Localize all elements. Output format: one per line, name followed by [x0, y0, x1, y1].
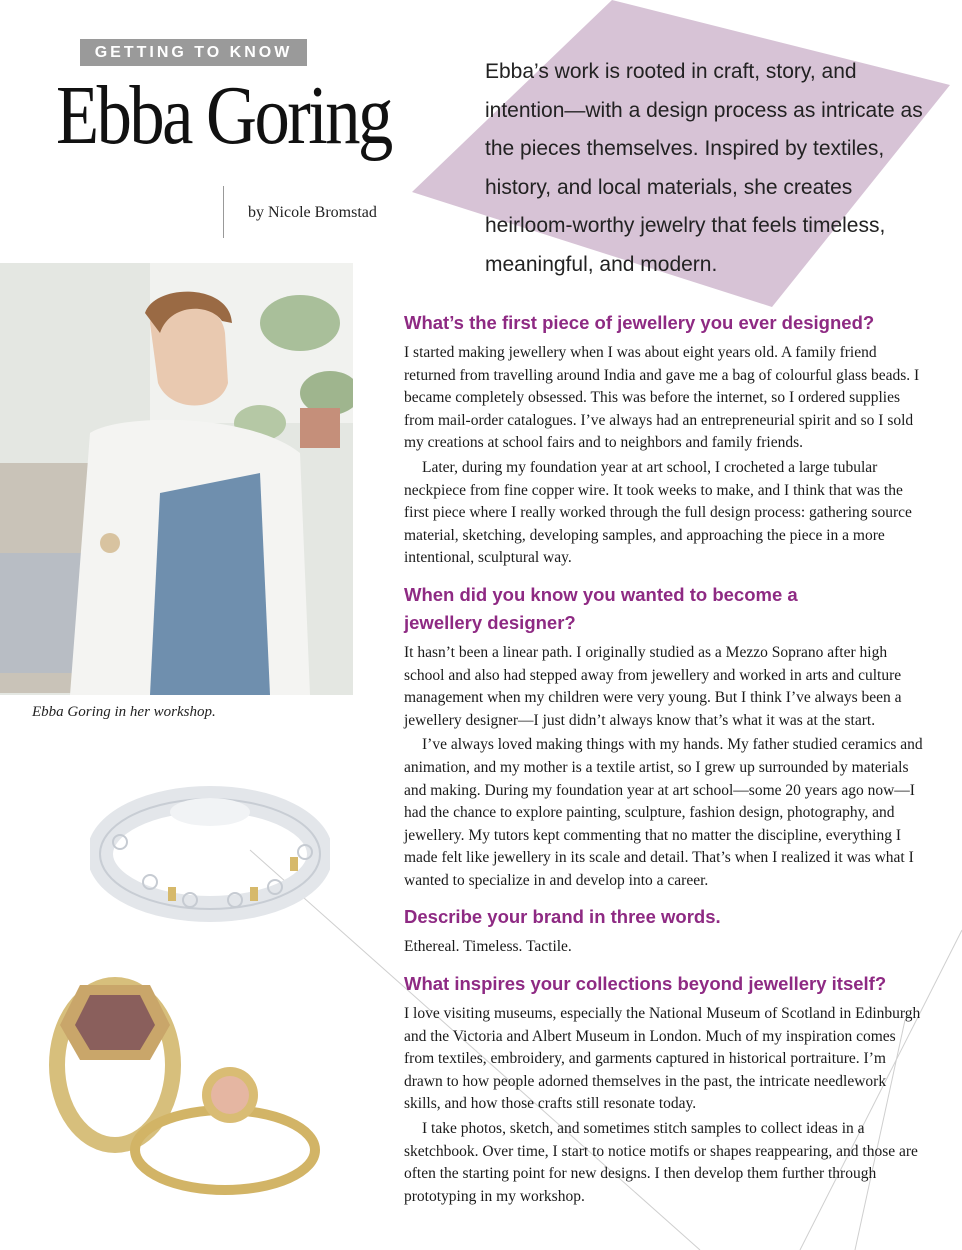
interview-article: [404, 309, 924, 1219]
byline: by Nicole Bromstad: [248, 204, 377, 221]
answer-paragraph: Later, during my foundation year at art school, I crocheted a large tubular neckpiece from fine copper wire. It took weeks to make, and I think that was the first piece where I really worked through the full design process: gathering source material, sketching, developing samples, and approaching the piece in a more intentional, sculptural way.: [404, 458, 912, 567]
answer-paragraph: I take photos, sketch, and sometimes stitch samples to collect ideas in a sketchbook. Over time, I start to notice motifs or shapes reappearing, and those are often the starting point for new designs. I then develop them further through prototyping in my workshop.: [404, 1120, 918, 1205]
answer-paragraph: I started making jewellery when I was about eight years old. A family friend returned from travelling around India and gave me a bag of colourful glass beads. I became completely obsessed. This was before the internet, so I ordered supplies from mail-order catalogues. I’ve always had an entrepreneurial spirit and so I sold my creations at school fairs and to neighbors and family friends.: [404, 344, 920, 452]
question-heading: Describe your brand in three words.: [404, 906, 721, 928]
section-kicker: GETTING TO KNOW: [80, 39, 307, 66]
photo-caption: Ebba Goring in her workshop.: [32, 704, 216, 720]
page-title: Ebba Goring: [56, 69, 391, 162]
question-heading: What’s the first piece of jewellery you ever designed?: [404, 312, 875, 333]
answer-text: [404, 642, 924, 893]
intro-text: Ebba’s work is rooted in craft, story, and intention—with a design process as intricate as the pieces themselves. Inspired by textiles, history, and local materials, she creates heirloom-worthy jewelry that feels timeless, meaningful, and modern.: [485, 60, 923, 276]
answer-text: [404, 1003, 924, 1208]
answer-paragraph: I’ve always loved making things with my hands. My father studied ceramics and animation, and my mother is a textile artist, so I grew up surrounded by materials and making. During my foundation year at art school—some 20 years ago now—I had the chance to explore painting, sculpture, fashion design, photography, and jewellery. My tutors kept commenting that no matter the discipline, everything I made felt like jewellery in its scale and detail. That’s when I realized it was what I wanted to specialize in and develop into a career.: [404, 736, 923, 889]
question-heading: What inspires your collections beyond jewellery itself?: [404, 973, 887, 995]
answer-text: [404, 342, 924, 570]
answer-paragraph: It hasn’t been a linear path. I originally studied as a Mezzo Soprano after high school and also had stepped away from jewellery and worked in arts and culture management when my children were very young. But I think I’ve always been a jewellery designer—I just didn’t always know that’s what it was at the start.: [404, 643, 902, 729]
rings-image: [40, 955, 340, 1215]
qa-block: [404, 903, 924, 959]
answer-text: [404, 936, 924, 959]
answer-paragraph: Ethereal. Timeless. Tactile.: [404, 938, 572, 956]
answer-paragraph: I love visiting museums, especially the National Museum of Scotland in Edinburgh and the Victoria and Albert Museum in London. Much of my inspiration comes from textiles, embroidery, and garments captured in historical portraiture. I’m drawn to how people adorned themselves in the past, the intricate needlework skills, and how those crafts still resonate today.: [404, 1005, 921, 1113]
qa-block: [404, 309, 924, 570]
bracelet-image: [90, 762, 330, 924]
byline-divider: [223, 186, 224, 238]
question-heading: When did you know you wanted to become a jewellery designer?: [404, 583, 798, 633]
qa-block: [404, 970, 924, 1208]
workshop-photo: [0, 263, 353, 695]
qa-block: [404, 581, 924, 893]
